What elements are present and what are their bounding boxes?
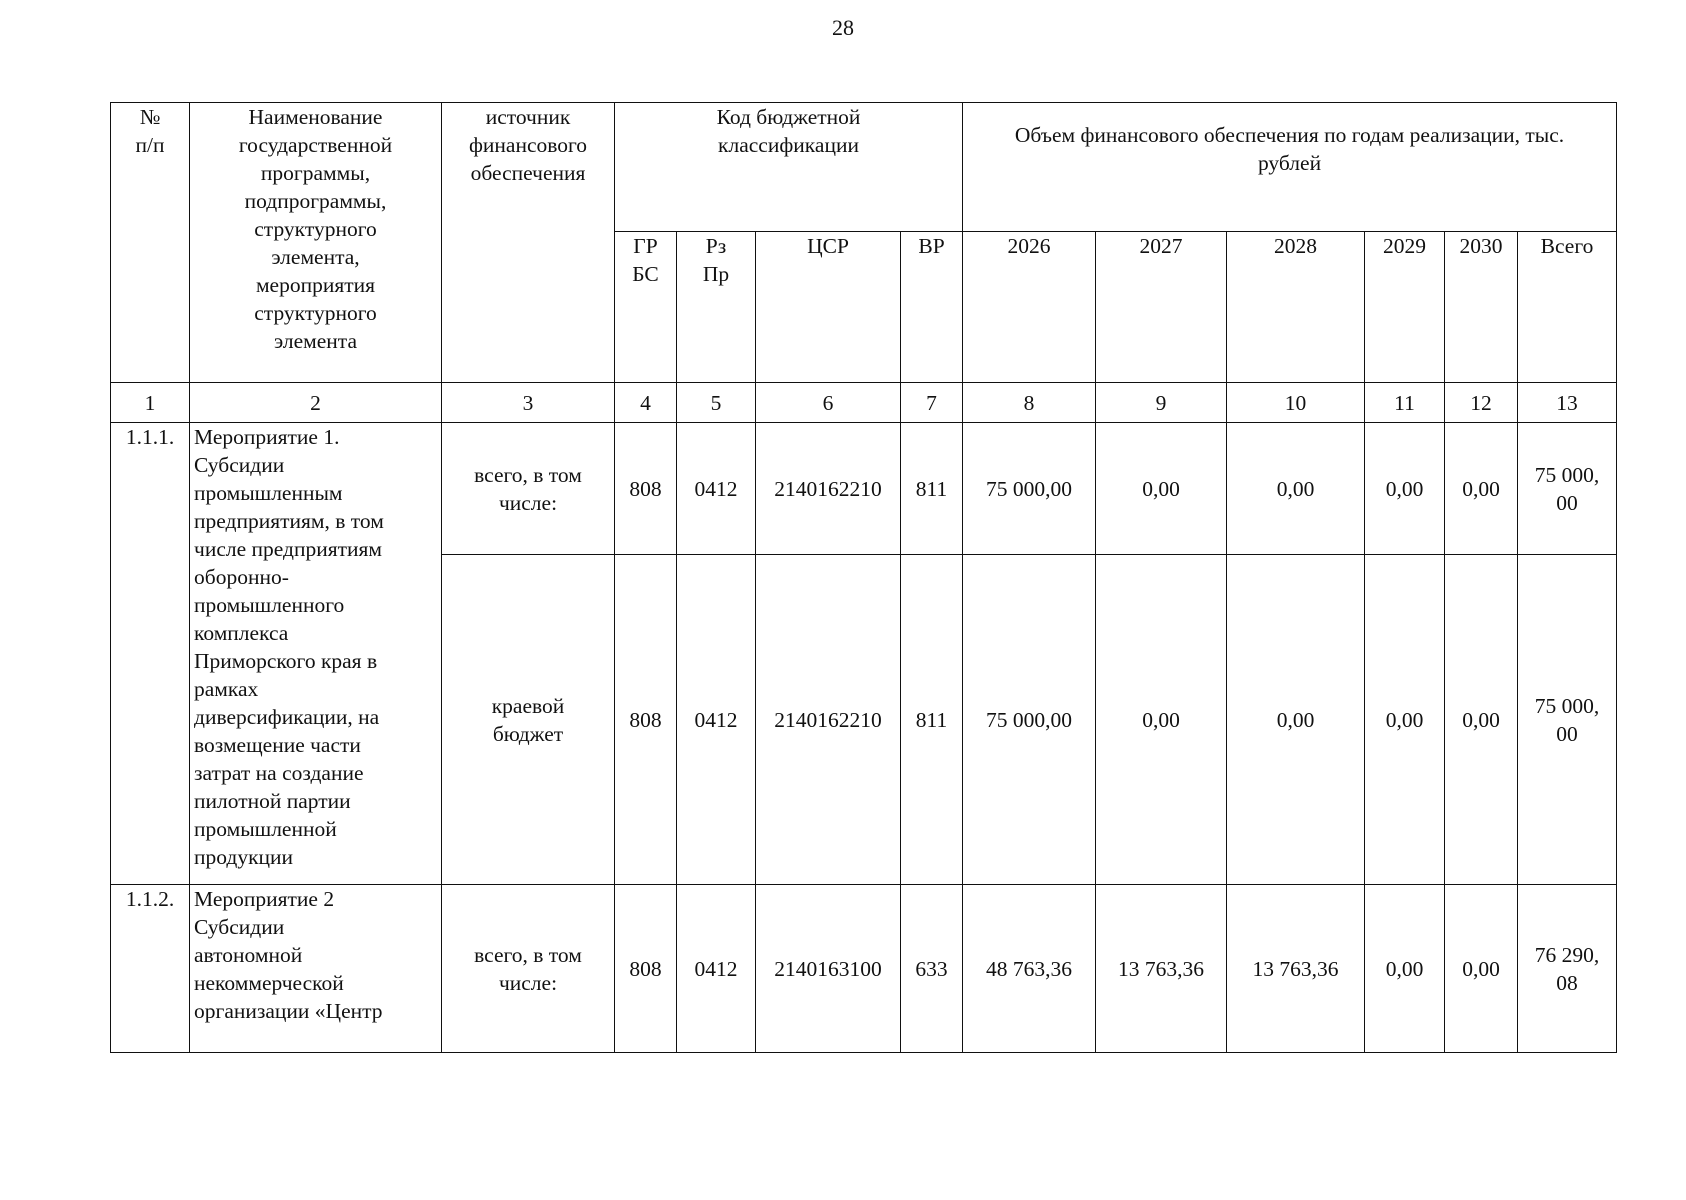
- row-csr: 2140163100: [756, 885, 901, 1053]
- row-grbs: 808: [615, 555, 677, 885]
- header-csr: ЦСР: [756, 232, 901, 383]
- column-number: 12: [1445, 383, 1518, 423]
- header-volume: Объем финансового обеспечения по годам реализации, тыс. рублей: [963, 103, 1617, 232]
- header-total: Всего: [1518, 232, 1617, 383]
- column-number: 7: [901, 383, 963, 423]
- column-number: 6: [756, 383, 901, 423]
- row-grbs: 808: [615, 423, 677, 555]
- row-name: Мероприятие 1. Субсидии промышленным предприятиям, в том числе предприятиям оборонно- промышленного комплекса Приморского края в рамках диверсификации, на возмещение части затрат на создание пилотной партии промышленной продукции: [190, 423, 442, 885]
- row-source: краевой бюджет: [442, 555, 615, 885]
- header-source: источник финансового обеспечения: [442, 103, 615, 383]
- header-row-main: [111, 103, 1617, 232]
- row-2026: 75 000,00: [963, 555, 1096, 885]
- row-2027: 0,00: [1096, 555, 1227, 885]
- row-csr: 2140162210: [756, 555, 901, 885]
- row-2028: 0,00: [1227, 555, 1365, 885]
- row-2029: 0,00: [1365, 423, 1445, 555]
- row-total: 75 000, 00: [1518, 423, 1617, 555]
- row-total: 75 000, 00: [1518, 555, 1617, 885]
- header-rzpr: Рз Пр: [677, 232, 756, 383]
- header-budget-code: Код бюджетной классификации: [615, 103, 963, 232]
- row-number: 1.1.2.: [111, 885, 190, 1053]
- header-year-2026: 2026: [963, 232, 1096, 383]
- header-grbs: ГР БС: [615, 232, 677, 383]
- row-vr: 811: [901, 423, 963, 555]
- column-number: 2: [190, 383, 442, 423]
- column-number: 10: [1227, 383, 1365, 423]
- column-number: 3: [442, 383, 615, 423]
- financing-table: [110, 102, 1617, 1053]
- row-2026: 75 000,00: [963, 423, 1096, 555]
- header-num: № п/п: [111, 103, 190, 383]
- header-year-2027: 2027: [1096, 232, 1227, 383]
- row-2027: 13 763,36: [1096, 885, 1227, 1053]
- header-year-2029: 2029: [1365, 232, 1445, 383]
- row-grbs: 808: [615, 885, 677, 1053]
- row-2027: 0,00: [1096, 423, 1227, 555]
- row-number: 1.1.1.: [111, 423, 190, 885]
- column-number-row: [111, 383, 1617, 423]
- row-2029: 0,00: [1365, 555, 1445, 885]
- header-name: Наименование государственной программы, подпрограммы, структурного элемента, мероприятия структурного элемента: [190, 103, 442, 383]
- column-number: 13: [1518, 383, 1617, 423]
- row-2028: 0,00: [1227, 423, 1365, 555]
- row-rzpr: 0412: [677, 555, 756, 885]
- column-number: 8: [963, 383, 1096, 423]
- column-number: 5: [677, 383, 756, 423]
- header-year-2030: 2030: [1445, 232, 1518, 383]
- row-2030: 0,00: [1445, 885, 1518, 1053]
- table-row: [111, 885, 1617, 1053]
- table-row: [111, 423, 1617, 555]
- row-total: 76 290, 08: [1518, 885, 1617, 1053]
- column-number: 4: [615, 383, 677, 423]
- page-number: 28: [832, 15, 854, 40]
- row-2026: 48 763,36: [963, 885, 1096, 1053]
- row-vr: 633: [901, 885, 963, 1053]
- row-rzpr: 0412: [677, 885, 756, 1053]
- row-2030: 0,00: [1445, 423, 1518, 555]
- row-source: всего, в том числе:: [442, 423, 615, 555]
- row-name: Мероприятие 2 Субсидии автономной некоммерческой организации «Центр: [190, 885, 442, 1053]
- row-rzpr: 0412: [677, 423, 756, 555]
- header-year-2028: 2028: [1227, 232, 1365, 383]
- column-number: 11: [1365, 383, 1445, 423]
- row-source: всего, в том числе:: [442, 885, 615, 1053]
- row-2030: 0,00: [1445, 555, 1518, 885]
- row-2029: 0,00: [1365, 885, 1445, 1053]
- row-vr: 811: [901, 555, 963, 885]
- row-2028: 13 763,36: [1227, 885, 1365, 1053]
- column-number: 9: [1096, 383, 1227, 423]
- column-number: 1: [111, 383, 190, 423]
- row-csr: 2140162210: [756, 423, 901, 555]
- header-vr: ВР: [901, 232, 963, 383]
